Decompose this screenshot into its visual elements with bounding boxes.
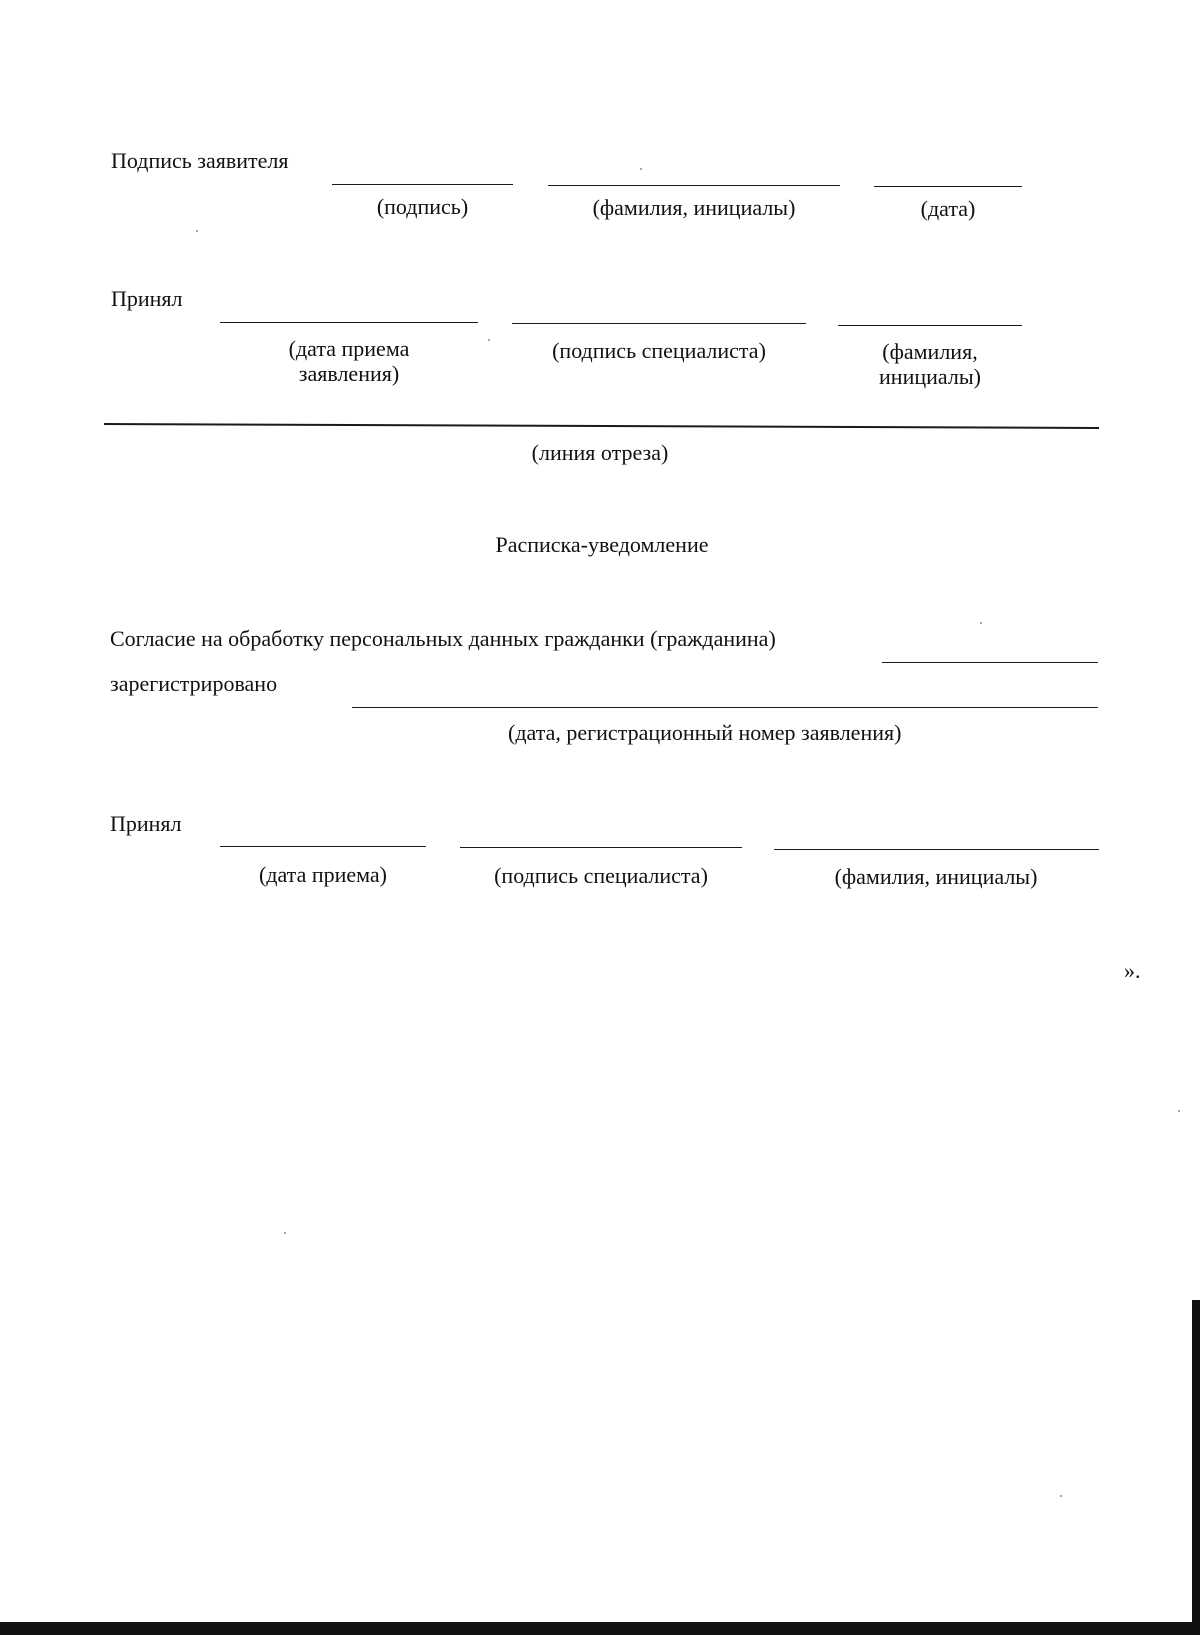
signature-caption: (подпись) (376, 194, 469, 219)
accepted-label: Принял (111, 286, 183, 311)
specialist-name-caption-bottom: (фамилия, инициалы) (834, 864, 1038, 889)
cut-line (104, 423, 1099, 429)
specialist-name-line-bottom (774, 849, 1099, 850)
accepted-bottom-label: Принял (110, 811, 182, 836)
specialist-name-line (838, 325, 1022, 326)
acceptance-date-caption: (дата приема заявления) (288, 336, 410, 387)
applicant-signature-label: Подпись заявителя (111, 148, 289, 173)
scan-speck (196, 230, 198, 232)
acceptance-date-caption-bottom: (дата приема) (258, 862, 388, 887)
closing-quote: ». (1124, 958, 1141, 983)
date-caption: (дата) (920, 196, 976, 221)
specialist-signature-line (512, 323, 806, 324)
consent-fill-line (882, 662, 1098, 663)
surname-initials-caption: (фамилия, инициалы) (592, 195, 796, 220)
receipt-title: Расписка-уведомление (495, 532, 709, 557)
acceptance-date-line (220, 322, 478, 323)
scan-speck (640, 168, 642, 170)
specialist-name-caption: (фамилия, инициалы) (879, 339, 981, 390)
scan-speck (488, 339, 490, 341)
acceptance-date-line-bottom (220, 846, 426, 847)
consent-text: Согласие на обработку персональных данных гражданки (гражданина) (110, 626, 776, 651)
scan-speck (1178, 1110, 1180, 1112)
scan-edge-shadow (1192, 1300, 1200, 1635)
surname-initials-line (548, 185, 840, 186)
scan-bottom-edge (0, 1622, 1200, 1635)
registered-label: зарегистрировано (110, 671, 278, 696)
specialist-signature-caption: (подпись специалиста) (552, 338, 766, 363)
specialist-signature-caption-bottom: (подпись специалиста) (494, 863, 708, 888)
registration-caption: (дата, регистрационный номер заявления) (508, 720, 902, 745)
scan-speck (284, 1232, 286, 1234)
cut-line-caption: (линия отреза) (531, 440, 669, 465)
scan-speck (1060, 1495, 1062, 1497)
specialist-signature-line-bottom (460, 847, 742, 848)
scan-speck (980, 622, 982, 624)
registration-line (352, 707, 1098, 708)
date-line (874, 186, 1022, 187)
signature-line (332, 184, 513, 185)
